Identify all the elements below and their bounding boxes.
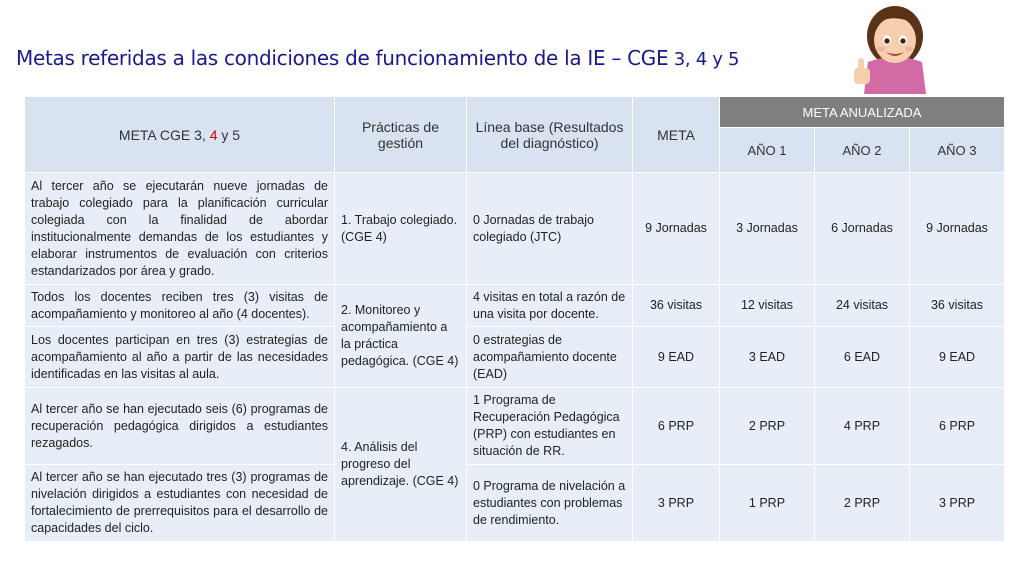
year3-cell: 36 visitas bbox=[910, 285, 1005, 327]
header-practicas: Prácticas de gestión bbox=[335, 97, 467, 173]
goal-cell: Al tercer año se han ejecutado seis (6) programas de recuperación pedagógica dirigidos a estudiantes rezagados. bbox=[25, 388, 335, 465]
year2-cell: 24 visitas bbox=[815, 285, 910, 327]
year1-cell: 3 EAD bbox=[720, 327, 815, 388]
goals-table bbox=[24, 96, 1005, 542]
baseline-cell: 1 Programa de Recuperación Pedagógica (PRP) con estudiantes en situación de RR. bbox=[467, 388, 633, 465]
meta-cell: 36 visitas bbox=[633, 285, 720, 327]
slide-title-tail: 3, 4 y 5 bbox=[668, 49, 740, 70]
header-meta-cge: META CGE 3, 4 y 5 bbox=[25, 97, 335, 173]
table-header-row bbox=[25, 97, 1005, 128]
year1-cell: 2 PRP bbox=[720, 388, 815, 465]
header-anio-1: AÑO 1 bbox=[720, 128, 815, 173]
year1-cell: 12 visitas bbox=[720, 285, 815, 327]
table-row bbox=[25, 327, 1005, 388]
year1-cell: 3 Jornadas bbox=[720, 173, 815, 285]
year2-cell: 6 EAD bbox=[815, 327, 910, 388]
meta-cell: 6 PRP bbox=[633, 388, 720, 465]
year3-cell: 9 EAD bbox=[910, 327, 1005, 388]
practice-cell: 1. Trabajo colegiado. (CGE 4) bbox=[335, 173, 467, 285]
header-anio-2: AÑO 2 bbox=[815, 128, 910, 173]
practice-cell: 2. Monitoreo y acompañamiento a la práctica pedagógica. (CGE 4) bbox=[335, 285, 467, 388]
header-meta-anualizada: META ANUALIZADA bbox=[720, 97, 1005, 128]
header-linea-base: Línea base (Resultados del diagnóstico) bbox=[467, 97, 633, 173]
table-row bbox=[25, 285, 1005, 327]
year3-cell: 6 PRP bbox=[910, 388, 1005, 465]
meta-cell: 3 PRP bbox=[633, 465, 720, 542]
baseline-cell: 0 estrategias de acompañamiento docente (EAD) bbox=[467, 327, 633, 388]
goal-cell: Al tercer año se ejecutarán nueve jornadas de trabajo colegiado para la planificación curricular colegiada con la finalidad de abordar institucionalmente demandas de los estudiantes y elaborar instrumentos de evaluación con criterios estandarizados por área y grado. bbox=[25, 173, 335, 285]
goal-cell: Al tercer año se han ejecutado tres (3) programas de nivelación dirigidos a estudiantes con necesidad de fortalecimiento de prerrequisitos para el desarrollo de capacidades del ciclo. bbox=[25, 465, 335, 542]
meta-cell: 9 EAD bbox=[633, 327, 720, 388]
year2-cell: 6 Jornadas bbox=[815, 173, 910, 285]
meta-cell: 9 Jornadas bbox=[633, 173, 720, 285]
practice-cell: 4. Análisis del progreso del aprendizaje. (CGE 4) bbox=[335, 388, 467, 542]
year3-cell: 3 PRP bbox=[910, 465, 1005, 542]
table-row bbox=[25, 388, 1005, 465]
slide-title-main: Metas referidas a las condiciones de funcionamiento de la IE – CGE bbox=[16, 46, 669, 70]
goal-cell: Los docentes participan en tres (3) estrategias de acompañamiento al año a partir de las necesidades identificadas en las visitas al aula. bbox=[25, 327, 335, 388]
baseline-cell: 4 visitas en total a razón de una visita por docente. bbox=[467, 285, 633, 327]
year2-cell: 4 PRP bbox=[815, 388, 910, 465]
meta-cge-highlight: 4 bbox=[209, 126, 218, 143]
header-anio-3: AÑO 3 bbox=[910, 128, 1005, 173]
year2-cell: 2 PRP bbox=[815, 465, 910, 542]
girl-thumbs-up-illustration bbox=[846, 2, 936, 94]
baseline-cell: 0 Programa de nivelación a estudiantes con problemas de rendimiento. bbox=[467, 465, 633, 542]
table-row bbox=[25, 465, 1005, 542]
year3-cell: 9 Jornadas bbox=[910, 173, 1005, 285]
year1-cell: 1 PRP bbox=[720, 465, 815, 542]
header-meta: META bbox=[633, 97, 720, 173]
table-row bbox=[25, 173, 1005, 285]
baseline-cell: 0 Jornadas de trabajo colegiado (JTC) bbox=[467, 173, 633, 285]
slide-title bbox=[16, 46, 739, 70]
goal-cell: Todos los docentes reciben tres (3) visitas de acompañamiento y monitoreo al año (4 docentes). bbox=[25, 285, 335, 327]
